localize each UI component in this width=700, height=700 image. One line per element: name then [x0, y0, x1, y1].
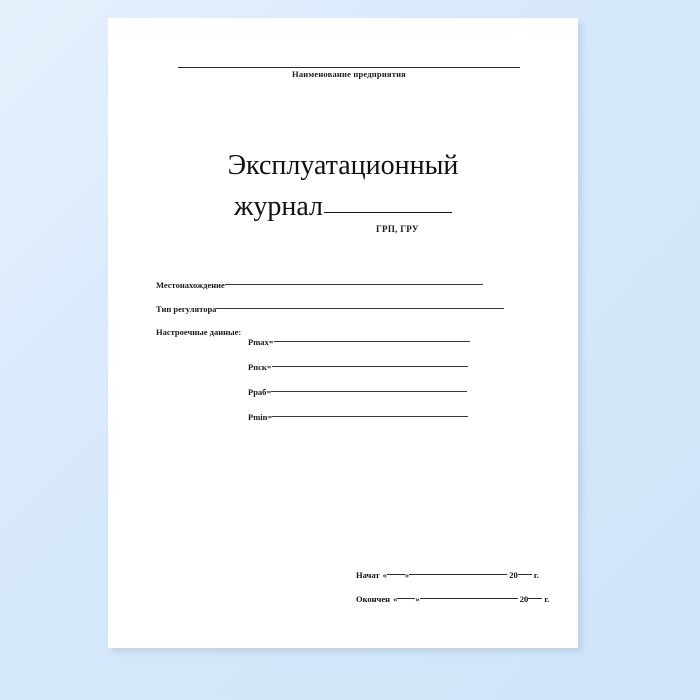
- field-location-rule[interactable]: [225, 283, 483, 285]
- footer-started: [356, 570, 539, 580]
- footer-finished-year-prefix: 20: [519, 594, 529, 604]
- footer-finished-year-rule[interactable]: [528, 597, 542, 599]
- field-prab-label: Рраб=: [248, 387, 272, 397]
- footer-finished-day-rule[interactable]: [397, 597, 415, 599]
- field-ppsk-rule[interactable]: [272, 365, 468, 367]
- footer-finished: [356, 594, 549, 604]
- field-regulator-type: [156, 304, 504, 314]
- page-title-line-2-text: журнал: [234, 190, 323, 222]
- field-pmax-label: Рmax=: [248, 337, 274, 347]
- field-pmin-label: Рmin=: [248, 412, 273, 422]
- field-location: [156, 280, 483, 290]
- field-regulator-type-label: Тип регулятора: [156, 304, 217, 314]
- footer-finished-quote-open: «: [393, 594, 398, 604]
- footer-started-year-rule[interactable]: [518, 573, 532, 575]
- page-title: [108, 146, 578, 227]
- footer-finished-month-rule[interactable]: [420, 597, 518, 599]
- document-page: [108, 18, 578, 648]
- footer-started-label: Начат: [356, 570, 380, 580]
- organization-name-rule: [178, 66, 520, 68]
- field-settings-heading: [156, 327, 241, 337]
- footer-started-day-rule[interactable]: [387, 573, 405, 575]
- title-fill-in-rule: [324, 212, 452, 213]
- page-title-line-1: Эксплуатационный: [227, 150, 459, 181]
- footer-finished-quote-close: »: [415, 594, 420, 604]
- field-prab: [248, 387, 467, 397]
- field-pmax: [248, 337, 470, 347]
- field-location-label: Местонахождение: [156, 280, 225, 290]
- field-ppsk: [248, 362, 468, 372]
- field-pmax-rule[interactable]: [274, 340, 470, 342]
- field-prab-rule[interactable]: [271, 390, 467, 392]
- footer-started-year-suffix: г.: [533, 570, 539, 580]
- field-regulator-type-rule[interactable]: [216, 307, 504, 309]
- footer-finished-year-suffix: г.: [544, 594, 550, 604]
- footer-started-year-prefix: 20: [509, 570, 518, 580]
- field-settings-label: Настроечные данные:: [156, 327, 242, 337]
- field-pmin-rule[interactable]: [272, 415, 468, 417]
- organization-name-caption: Наименование предприятия: [292, 69, 406, 79]
- page-title-line-2: [108, 187, 578, 228]
- footer-finished-label: Окончен: [356, 594, 391, 604]
- footer-started-month-rule[interactable]: [409, 573, 507, 575]
- footer-started-quote-close: »: [404, 570, 410, 580]
- field-ppsk-label: Рпск=: [248, 362, 272, 372]
- field-pmin: [248, 412, 468, 422]
- footer-started-quote-open: «: [382, 570, 387, 580]
- page-title-subcaption: ГРП, ГРУ: [376, 224, 419, 234]
